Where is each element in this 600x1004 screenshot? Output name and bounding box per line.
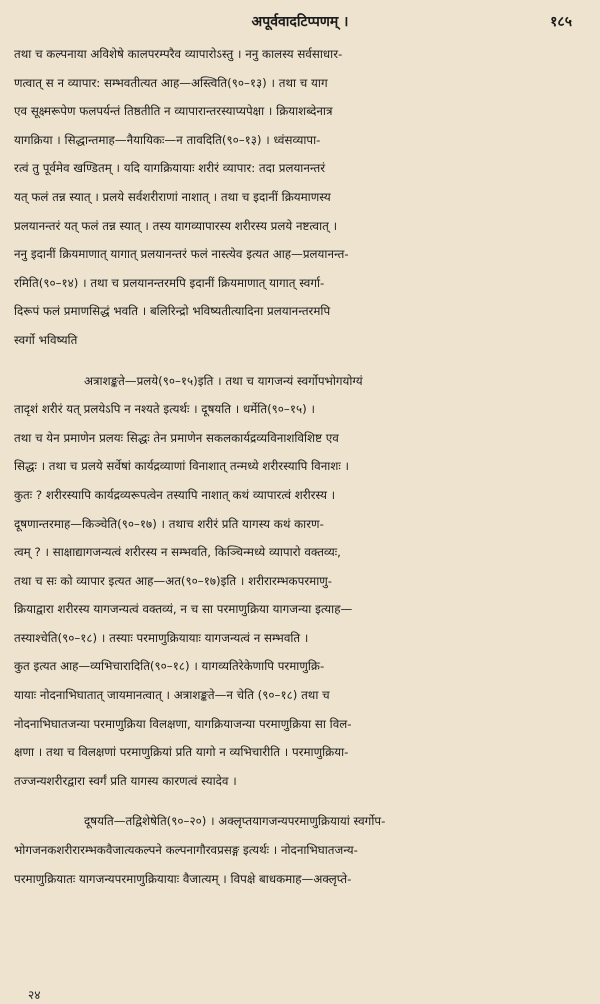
text-line: तथा च कल्पनाया अविशेषे कालपरम्परैव व्यापारोऽस्तु । ननु कालस्य सर्वसाधार- [14,47,343,61]
paragraph-1 [14,40,586,355]
text-line: त्वम् ? । साक्षाद्यागजन्यत्वं शरीरस्य न सम्भवति, किञ्चिन्मध्ये व्यापारो वक्तव्यः, [14,545,341,560]
text-line: तथा च येन प्रमाणेन प्रलयः सिद्धः तेन प्रमाणेन सकलकार्यद्रव्यविनाशविशिष्ट एव [14,430,339,445]
text-line: दूषणान्तरमाह—किञ्चेति(९०–१७) । तथाच शरीरं प्रति यागस्य कथं कारण- [14,516,324,531]
page-header [14,6,586,40]
text-line: रमिति(९०–१४) । तथा च प्रलयानन्तरमपि इदानीं क्रियमाणात् यागात् स्वर्गा- [14,275,325,290]
paragraph-2 [14,367,586,796]
text-line: नोदनाभिघातजन्या परमाणुक्रिया विलक्षणा, यागक्रियाजन्या परमाणुक्रिया सा विल- [14,716,352,731]
signature-mark: २४ [28,988,41,1002]
text-line: सिद्धः । तथा च प्रलये सर्वेषां कार्यद्रव्याणां विनाशात् तन्मध्ये शरीरस्यापि विनाशः । [14,459,349,474]
text-line: दूषयति—तद्विशेषेति(९०–२०) । अक्लृप्तयागजन्यपरमाणुक्रियायां स्वर्गोप- [84,814,386,829]
text-line: क्षणा । तथा च विलक्षणां परमाणुक्रियां प्रति यागो न व्यभिचारीति । परमाणुक्रिया- [14,745,349,760]
text-line: तज्जन्यशरीरद्वारा स्वर्गं प्रति यागस्य कारणत्वं स्यादेव । [14,773,237,788]
text-line: यागक्रिया । सिद्धान्तमाह—नैयायिकः—न तावदिति(९०–१३) । ध्वंसव्यापा- [14,132,321,147]
text-line: स्वर्गो भविष्यति [14,332,78,347]
text-line: एव सूक्ष्मरूपेण फलपर्यन्तं तिष्ठतीति न व्यापारान्तरस्याप्यपेक्षा । क्रियाशब्देनात्र [14,104,333,119]
text-line: तथा च सः को व्यापार इत्यत आह—अत(९०–१७)इति । शरीरारम्भकपरमाणु- [14,573,333,588]
text-line: परमाणुक्रियातः यागजन्यपरमाणुक्रियायाः वैजात्यम् । विपक्षे बाधकमाह—अक्लृप्ते- [14,871,352,886]
text-line: भोगजनकशरीरारम्भकवैजात्यकल्पने कल्पनागौरवप्रसङ्ग इत्यर्थः । नोदनाभिघातजन्य- [14,843,358,858]
text-line: रत्वं तु पूर्वमेव खण्डितम् । यदि यागक्रियायाः शरीरं व्यापार: तदा प्रलयानन्तरं [14,161,326,176]
text-line: ननु इदानीं क्रियमाणात् यागात् प्रलयानन्तरं फलं नास्त्येव इत्यत आह—प्रलयानन्त- [14,247,349,262]
text-line: प्रलयानन्तरं यत् फलं तन्न स्यात् । तस्य यागव्यापारस्य शरीरस्य प्रलये नष्टत्वात् । [14,218,338,233]
text-line: कुतः ? शरीरस्यापि कार्यद्रव्यरूपत्वेन तस्यापि नाशात् कथं व्यापारत्वं शरीरस्य । [14,487,336,502]
text-line: यायाः नोदनाभिघातात् जायमानत्वात् । अत्राशङ्कते—न चेति (९०–१८) तथा च [14,688,330,703]
text-line: अत्राशङ्कते—प्रलये(९०–१५)इति । तथा च यागजन्यं स्वर्गोपभोगयोग्यं [84,373,363,388]
page-number: १८५ [550,14,572,30]
text-line: क्रियाद्वारा शरीरस्य यागजन्यत्वं वक्तव्यं, न च सा परमाणुक्रिया यागजन्या इत्याह— [14,602,353,617]
text-line: णत्वात् स न व्यापार: सम्भवतीत्यत आह—अस्त्विति(९०–१३) । तथा च याग [14,75,328,90]
paragraph-3 [14,807,586,893]
running-title: अपूर्ववादटिप्पणम् । [251,14,349,30]
text-line: यत् फलं तन्न स्यात् । प्रलये सर्वशरीराणां नाशात् । तथा च इदानीं क्रियमाणस्य [14,189,331,204]
text-line: कुत इत्यत आह—व्यभिचारादिति(९०–१८) । यागव्यतिरेकेणापि परमाणुक्रि- [14,659,325,674]
text-line: तस्याश्चेति(९०–१८) । तस्याः परमाणुक्रियायाः यागजन्यत्वं न सम्भवति । [14,630,309,645]
text-line: तादृशं शरीरं यत् प्रलयेऽपि न नश्यते इत्यर्थः । दूषयति । धर्मेति(९०–१५) । [14,402,315,417]
text-line: दिरूपं फलं प्रमाणसिद्धं भवति । बलिरिन्द्रो भविष्यतीत्यादिना प्रलयानन्तरमपि [14,304,331,319]
